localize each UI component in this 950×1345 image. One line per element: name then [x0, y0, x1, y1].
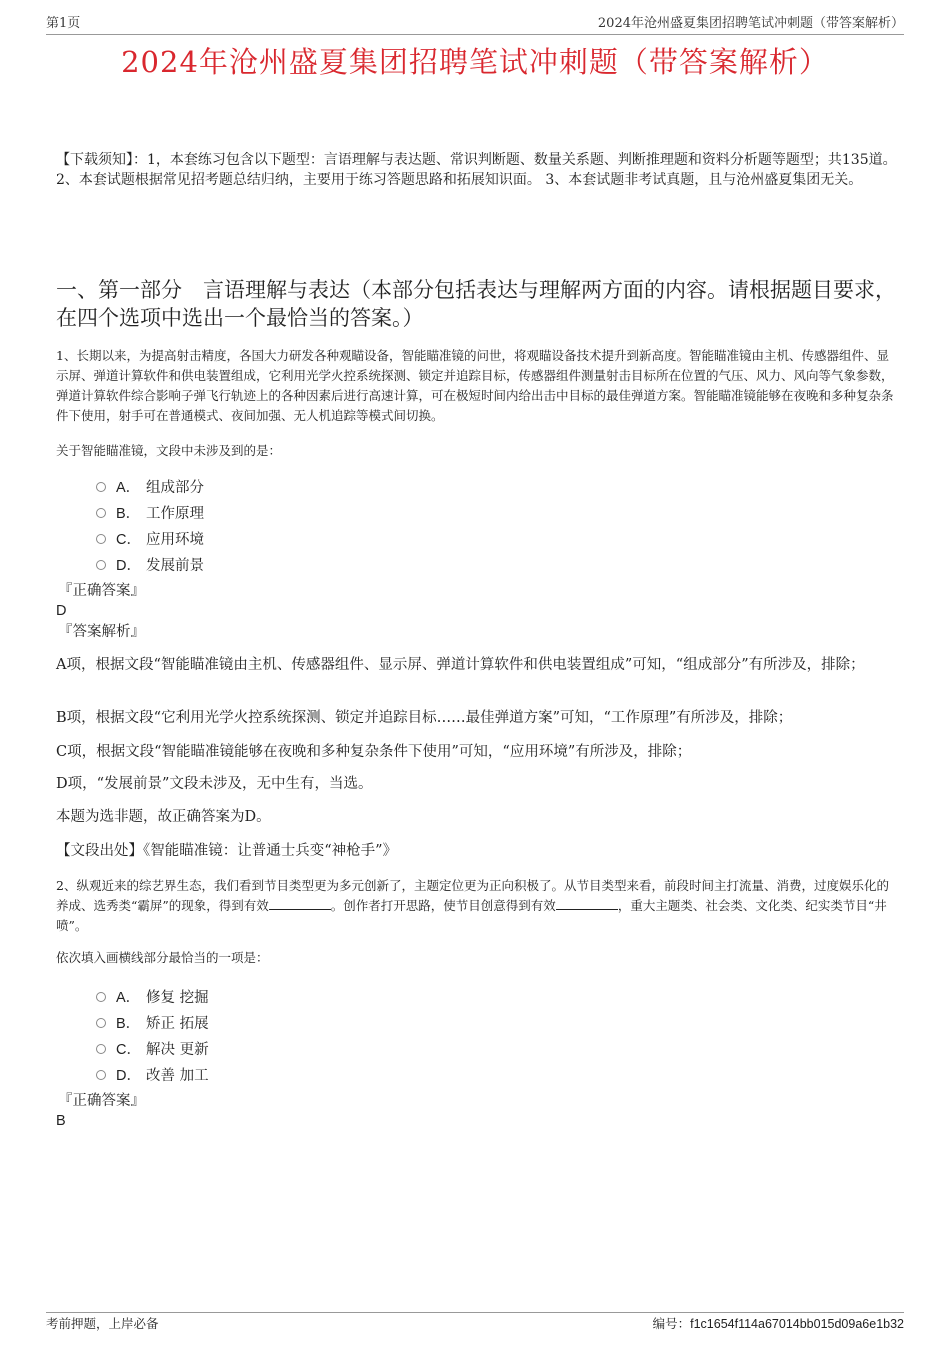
question-2-options: [96, 985, 209, 1089]
option-text: 矫正 拓展: [146, 1016, 209, 1032]
option-letter: D．: [116, 1068, 141, 1084]
radio-icon[interactable]: [96, 1018, 106, 1028]
page-footer: [46, 1312, 904, 1331]
option-letter: B．: [116, 1016, 141, 1032]
radio-icon[interactable]: [96, 482, 106, 492]
option-letter: A．: [116, 480, 141, 496]
question-1-answer: D: [56, 603, 67, 619]
download-notice: 【下载须知】：1，本套练习包含以下题型：言语理解与表达题、常识判断题、数量关系题、判断推理题和资料分析题等题型；共135道。 2、本套试题根据常见招考题总结归纳，主要用于练习答题思路和拓展知识面。 3、本套试题非考试真题，且与沧州盛夏集团无关。: [56, 152, 897, 188]
option-text: 工作原理: [146, 506, 204, 522]
fill-blank: [269, 897, 331, 910]
analysis-source: 【文段出处】《智能瞄准镜：让普通士兵变“神枪手”》: [56, 843, 398, 859]
footer-code: [653, 1315, 904, 1333]
question-1-text: 1、长期以来，为提高射击精度，各国大力研发各种观瞄设备，智能瞄准镜的问世，将观瞄设备技术提升到新高度。智能瞄准镜由主机、传感器组件、显示屏、弹道计算软件和供电装置组成，它利用光学火控系统探测、锁定并追踪目标，传感器组件测量射击目标所在位置的气压、风力、风向等气象参数，弹道计算软件综合影响子弹飞行轨迹上的各种因素后进行高速计算，可在极短时间内给出击中目标的最佳弹道方案。智能瞄准镜能够在夜晚和多种复杂条件下使用，射手可在普通模式、夜间加强、无人机追踪等模式间切换。: [56, 348, 894, 423]
question-1-option-c[interactable]: [96, 527, 204, 553]
option-text: 解决 更新: [146, 1042, 209, 1058]
option-letter: C．: [116, 1042, 141, 1058]
analysis-paragraph: B项，根据文段“它利用光学火控系统探测、锁定并追踪目标……最佳弹道方案”可知，“工作原理”有所涉及，排除；: [56, 710, 793, 726]
question-2-text-part: 2、纵观近来的综艺界生态，我们看到节目类型更为多元创新了，主题定位更为正向积极了。从节目类型来看，前段时间主打流量、消费，过度娱乐化的养成、选秀类“霸屏”的现象，得到有效: [56, 878, 889, 913]
section-title: 一、第一部分 言语理解与表达（本部分包括表达与理解两方面的内容。请根据题目要求，在四个选项中选出一个最恰当的答案。）: [56, 278, 896, 330]
page-header: [46, 14, 904, 35]
question-1-prompt: 关于智能瞄准镜，文段中未涉及到的是：: [56, 443, 282, 458]
analysis-paragraph: D项，“发展前景”文段未涉及，无中生有，当选。: [56, 776, 373, 792]
question-2-option-a[interactable]: [96, 985, 209, 1011]
option-text: 应用环境: [146, 532, 204, 548]
question-2-text-part: ，重大主题类、社会类、文化类、纪实类节目“井喷”。: [56, 898, 887, 933]
footer-code-value: f1c1654f114a67014bb015d09a6e1b32: [690, 1317, 904, 1331]
document-title: 2024年沧州盛夏集团招聘笔试冲刺题（带答案解析）: [121, 45, 829, 79]
question-2-text: [56, 876, 898, 936]
fill-blank: [556, 897, 618, 910]
option-letter: B．: [116, 506, 141, 522]
question-2-answer: B: [56, 1113, 66, 1129]
question-2-option-b[interactable]: [96, 1011, 209, 1037]
option-letter: D．: [116, 558, 141, 574]
option-text: 修复 挖掘: [146, 990, 209, 1006]
question-1-answer-label: 『正确答案』: [58, 583, 145, 599]
question-2-prompt: 依次填入画横线部分最恰当的一项是：: [56, 950, 269, 965]
radio-icon[interactable]: [96, 1070, 106, 1080]
analysis-paragraph: C项，根据文段“智能瞄准镜能够在夜晚和多种复杂条件下使用”可知，“应用环境”有所涉及，排除；: [56, 744, 692, 760]
radio-icon[interactable]: [96, 1044, 106, 1054]
question-2-answer-label: 『正确答案』: [58, 1093, 145, 1109]
radio-icon[interactable]: [96, 992, 106, 1002]
option-letter: C．: [116, 532, 141, 548]
question-2-option-d[interactable]: [96, 1063, 209, 1089]
question-1-option-a[interactable]: [96, 475, 204, 501]
option-letter: A．: [116, 990, 141, 1006]
radio-icon[interactable]: [96, 560, 106, 570]
question-1-analysis-label: 『答案解析』: [58, 624, 145, 640]
analysis-conclusion: 本题为选非题，故正确答案为D。: [56, 809, 271, 825]
question-1-option-d[interactable]: [96, 553, 204, 579]
option-text: 组成部分: [146, 480, 204, 496]
option-text: 发展前景: [146, 558, 204, 574]
question-2-text-part: 。创作者打开思路，使节目创意得到有效: [330, 898, 556, 913]
question-1-options: [96, 475, 204, 579]
radio-icon[interactable]: [96, 534, 106, 544]
radio-icon[interactable]: [96, 508, 106, 518]
page-number: 第1页: [46, 16, 81, 31]
question-1-option-b[interactable]: [96, 501, 204, 527]
footer-code-label: 编号：: [652, 1316, 691, 1331]
option-text: 改善 加工: [146, 1068, 209, 1084]
analysis-paragraph: A项，根据文段“智能瞄准镜由主机、传感器组件、显示屏、弹道计算软件和供电装置组成”可知，“组成部分”有所涉及，排除；: [56, 657, 865, 673]
header-doc-title: 2024年沧州盛夏集团招聘笔试冲刺题（带答案解析）: [597, 16, 904, 31]
footer-slogan: 考前押题，上岸必备: [46, 1316, 159, 1331]
question-2-option-c[interactable]: [96, 1037, 209, 1063]
